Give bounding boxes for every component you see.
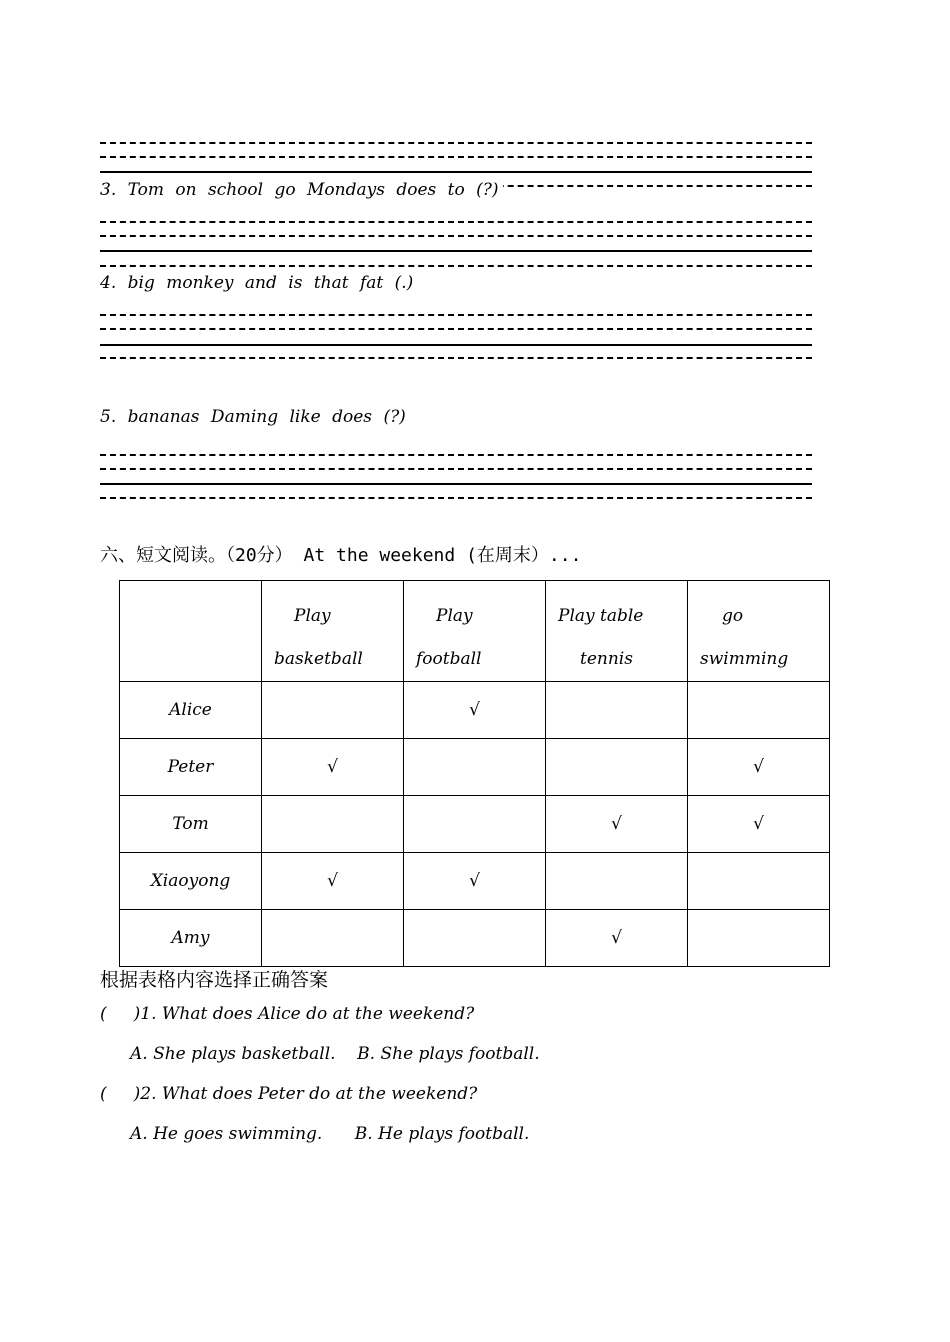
check-mark-cell: √ xyxy=(404,853,546,910)
check-mark-cell xyxy=(404,739,546,796)
table-row xyxy=(120,796,830,853)
header-line1: Play xyxy=(294,606,331,626)
table-header-row xyxy=(120,581,830,682)
check-mark-cell: √ xyxy=(404,682,546,739)
check-mark-cell xyxy=(404,796,546,853)
header-line1: Play table xyxy=(558,606,644,626)
section-title: 六、短文阅读。（20分） At the weekend (在周末）... xyxy=(100,545,582,566)
check-mark-cell: √ xyxy=(546,910,688,967)
instruction-text: 根据表格内容选择正确答案 xyxy=(100,969,329,991)
header-line1: go xyxy=(722,606,744,626)
writing-line-dashed xyxy=(100,328,812,330)
header-line2: swimming xyxy=(700,649,789,669)
writing-line-dashed xyxy=(100,357,812,359)
question-1-stem: ( )1. What does Alice do at the weekend? xyxy=(100,1004,475,1024)
writing-line-dashed xyxy=(100,497,812,499)
table-corner-cell xyxy=(120,581,262,682)
writing-line-solid xyxy=(100,171,812,173)
activity-table xyxy=(119,580,830,967)
sentence-q5: 5. bananas Daming like does (?) xyxy=(100,407,406,427)
check-mark-cell xyxy=(688,910,830,967)
writing-line-dashed xyxy=(100,454,812,456)
check-mark-cell xyxy=(688,682,830,739)
row-name: Alice xyxy=(120,682,262,739)
header-line2: tennis xyxy=(580,649,633,669)
sentence-q3: 3. Tom on school go Mondays does to (?) xyxy=(100,180,503,200)
check-mark-cell xyxy=(546,739,688,796)
header-line2: football xyxy=(416,649,482,669)
row-name: Peter xyxy=(120,739,262,796)
row-name: Xiaoyong xyxy=(120,853,262,910)
check-mark-cell xyxy=(262,682,404,739)
writing-line-dashed xyxy=(100,142,812,144)
check-mark-cell xyxy=(262,910,404,967)
check-mark-cell xyxy=(546,853,688,910)
question-2-options: A. He goes swimming. B. He plays football. xyxy=(130,1124,530,1144)
table-row xyxy=(120,739,830,796)
header-line2: basketball xyxy=(274,649,363,669)
writing-line-solid xyxy=(100,344,812,346)
question-1-options: A. She plays basketball. B. She plays football. xyxy=(130,1044,540,1064)
row-name: Tom xyxy=(120,796,262,853)
writing-line-dashed xyxy=(100,156,812,158)
check-mark-cell xyxy=(546,682,688,739)
question-2-stem: ( )2. What does Peter do at the weekend? xyxy=(100,1084,478,1104)
writing-line-dashed xyxy=(100,265,812,267)
check-mark-cell: √ xyxy=(262,739,404,796)
sentence-q4: 4. big monkey and is that fat (.) xyxy=(100,273,414,293)
header-cell xyxy=(546,581,688,682)
writing-line-dashed xyxy=(100,235,812,237)
check-mark-cell: √ xyxy=(262,853,404,910)
writing-line-dashed xyxy=(100,221,812,223)
header-line1: Play xyxy=(436,606,473,626)
header-cell xyxy=(688,581,830,682)
check-mark-cell xyxy=(262,796,404,853)
header-cell xyxy=(262,581,404,682)
table-row xyxy=(120,853,830,910)
row-name: Amy xyxy=(120,910,262,967)
writing-line-dashed xyxy=(100,314,812,316)
check-mark-cell xyxy=(404,910,546,967)
writing-line-solid xyxy=(100,483,812,485)
check-mark-cell: √ xyxy=(688,796,830,853)
header-cell xyxy=(404,581,546,682)
check-mark-cell xyxy=(688,853,830,910)
writing-line-solid xyxy=(100,250,812,252)
check-mark-cell: √ xyxy=(546,796,688,853)
table-row xyxy=(120,910,830,967)
writing-line-dashed xyxy=(100,468,812,470)
table-row xyxy=(120,682,830,739)
check-mark-cell: √ xyxy=(688,739,830,796)
